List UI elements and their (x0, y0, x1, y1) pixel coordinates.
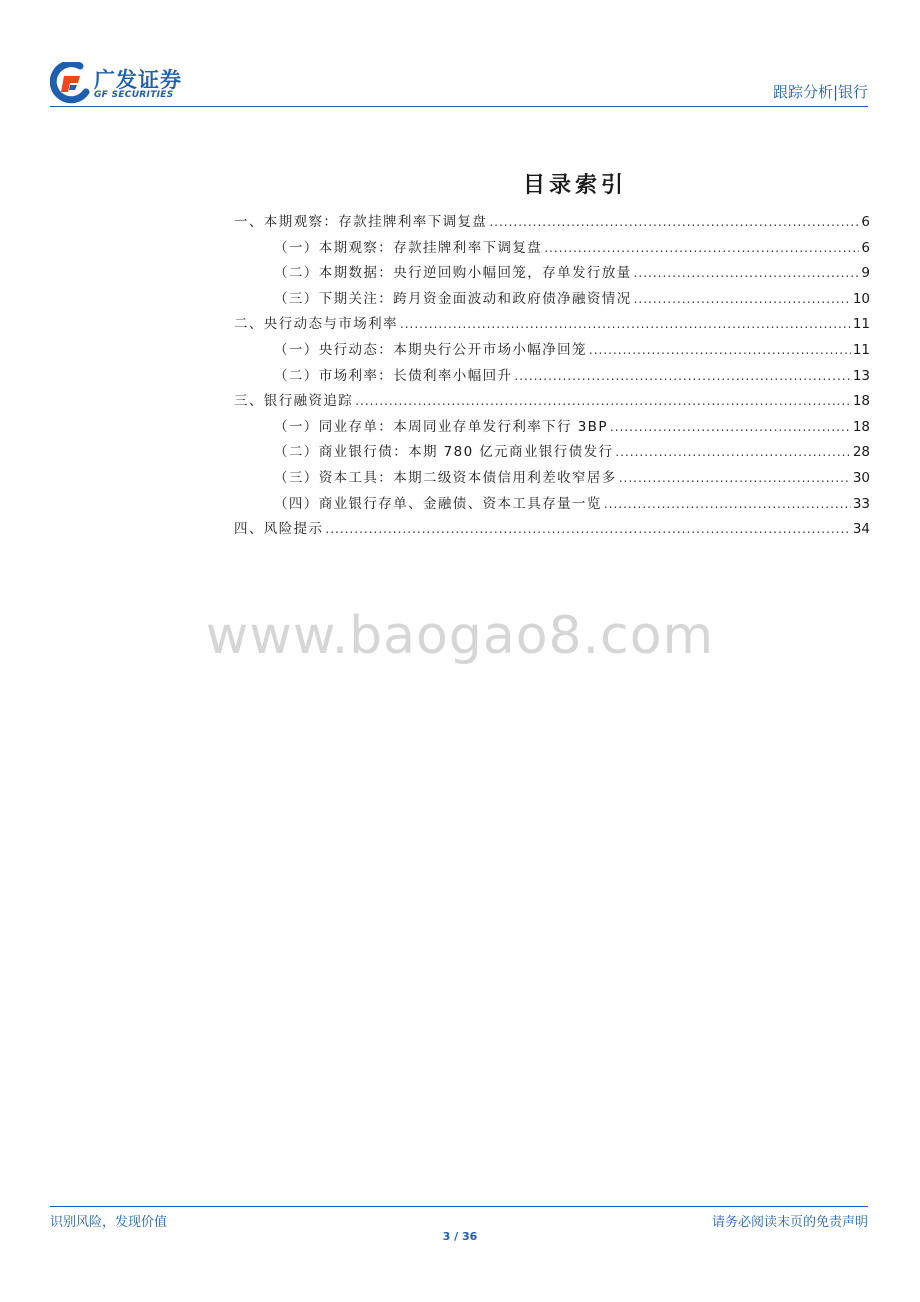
toc-entry-label: 二、央行动态与市场利率 (234, 316, 398, 333)
gf-logo-icon (50, 62, 90, 104)
toc-entry-page: 10 (852, 290, 870, 307)
toc-entry[interactable] (234, 517, 870, 543)
report-type: 跟踪分析|银行 (772, 83, 868, 101)
toc-dot-leader (634, 266, 860, 280)
toc-dot-leader (514, 369, 850, 383)
toc-entry[interactable] (234, 338, 870, 364)
logo-chinese-name: 广发证券 (94, 68, 182, 92)
toc-entry-page: 9 (861, 265, 870, 282)
toc-entry[interactable] (234, 492, 870, 518)
gf-securities-logo (50, 62, 200, 104)
footer-disclaimer: 请务必阅读末页的免责声明 (711, 1215, 868, 1230)
toc-entry-label: 四、风险提示 (234, 521, 324, 538)
toc-entry-page: 11 (852, 341, 870, 358)
toc-dot-leader (634, 292, 851, 306)
toc-entry[interactable] (234, 415, 870, 441)
header-divider (50, 106, 868, 107)
toc-title: 目录索引 (522, 173, 627, 198)
toc-entry-label: （三）资本工具：本期二级资本债信用利差收窄居多 (274, 469, 617, 486)
toc-entry-page: 28 (852, 444, 870, 461)
toc-dot-leader (544, 241, 859, 255)
toc-entry-label: （三）下期关注：跨月资金面波动和政府债净融资情况 (274, 290, 632, 307)
toc-dot-leader (619, 471, 851, 485)
toc-entry[interactable] (234, 389, 870, 415)
toc-entry-page: 18 (852, 393, 870, 410)
toc-entry-label: （一）央行动态：本期央行公开市场小幅净回笼 (274, 341, 587, 358)
toc-dot-leader (589, 343, 851, 357)
toc-entry-label: （二）本期数据：央行逆回购小幅回笼，存单发行放量 (274, 265, 632, 282)
toc-entry-page: 30 (852, 469, 870, 486)
toc-entry[interactable] (234, 312, 870, 338)
toc-entry-page: 6 (861, 214, 870, 230)
footer-divider (50, 1206, 868, 1207)
toc-entry-label: （四）商业银行存单、金融债、资本工具存量一览 (274, 495, 602, 512)
toc-entry[interactable] (234, 210, 870, 236)
toc-entry[interactable] (234, 236, 870, 262)
toc-dot-leader (604, 497, 851, 511)
toc-entry-page: 33 (852, 495, 870, 512)
toc-entry-label: （二）商业银行债：本期 780 亿元商业银行债发行 (274, 444, 614, 461)
toc-entry-page: 34 (852, 521, 870, 538)
page-number: 3 / 36 (442, 1230, 478, 1243)
toc-entry-label: （二）市场利率：长债利率小幅回升 (274, 367, 513, 384)
toc-entry-page: 6 (861, 239, 870, 256)
toc-dot-leader (400, 317, 851, 331)
toc-entry[interactable] (234, 261, 870, 287)
toc-entry-label: （一）同业存单：本周同业存单发行利率下行 3BP (274, 418, 608, 435)
toc-entry[interactable] (234, 440, 870, 466)
watermark: www.baogao8.com (205, 606, 715, 666)
toc-entry-label: 一、本期观察：存款挂牌利率下调复盘 (234, 214, 488, 230)
toc-entry-label: 三、银行融资追踪 (234, 393, 354, 410)
toc-entry[interactable] (234, 364, 870, 390)
page-header (50, 62, 868, 106)
toc-dot-leader (489, 215, 859, 229)
footer-slogan: 识别风险，发现价值 (50, 1215, 168, 1230)
toc-dot-leader (615, 445, 850, 459)
toc-entry-page: 11 (852, 316, 870, 333)
toc-dot-leader (325, 522, 850, 536)
toc-entry[interactable] (234, 466, 870, 492)
table-of-contents (234, 210, 870, 543)
toc-entry-label: （一）本期观察：存款挂牌利率下调复盘 (274, 239, 543, 256)
toc-dot-leader (355, 394, 851, 408)
toc-entry[interactable] (234, 287, 870, 313)
toc-dot-leader (610, 420, 851, 434)
toc-entry-page: 13 (852, 367, 870, 384)
toc-entry-page: 18 (852, 418, 870, 435)
logo-english-name: GF SECURITIES (94, 90, 174, 100)
